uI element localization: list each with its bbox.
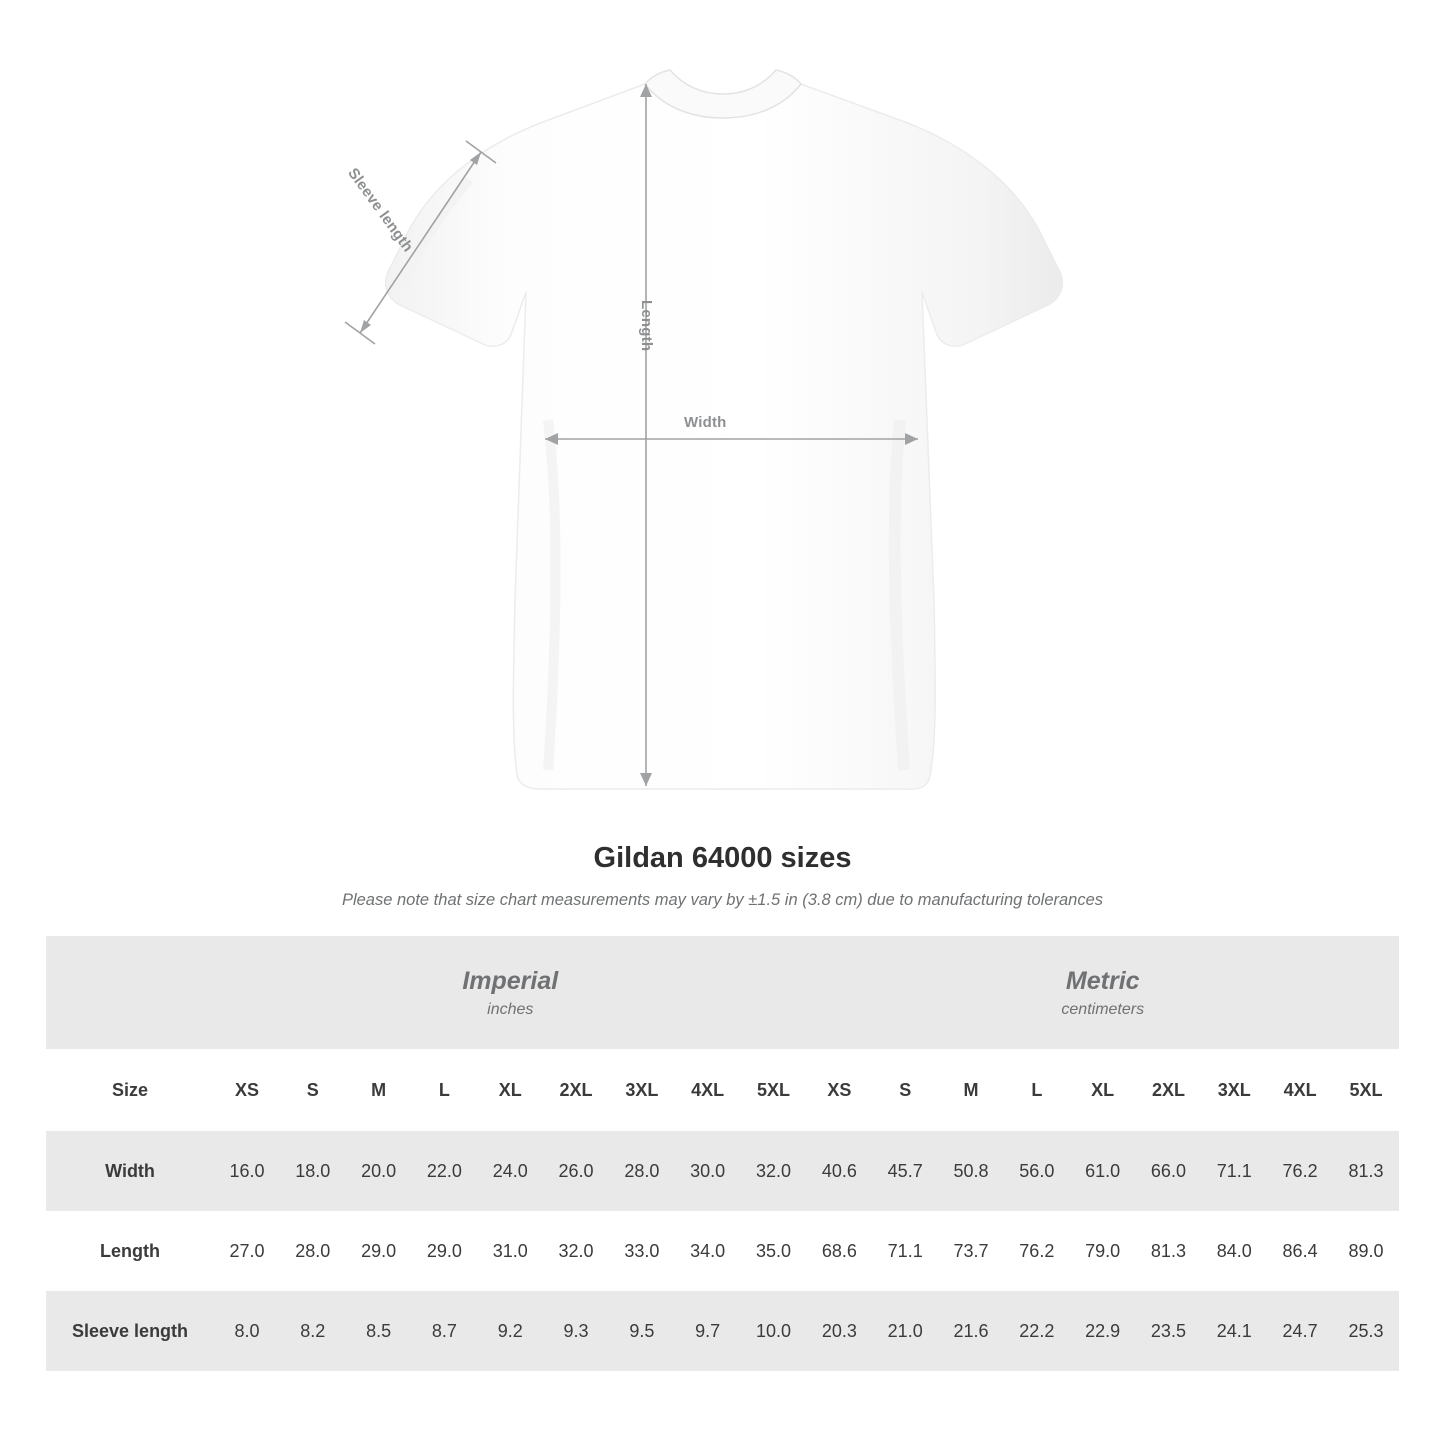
cell-width-metric: 45.7 xyxy=(872,1131,938,1211)
cell-width-imperial: 26.0 xyxy=(543,1131,609,1211)
unit-spacer-cell xyxy=(46,936,214,1049)
unit-group-imperial-name: Imperial xyxy=(462,966,559,995)
size-header-cell: 3XL xyxy=(1201,1049,1267,1131)
size-header-cell: 3XL xyxy=(609,1049,675,1131)
table-row xyxy=(46,1211,1399,1291)
size-header-cell: S xyxy=(872,1049,938,1131)
cell-width-metric: 71.1 xyxy=(1201,1131,1267,1211)
unit-group-metric-sub: centimeters xyxy=(1061,1001,1145,1019)
cell-sleeve-metric: 23.5 xyxy=(1136,1291,1202,1371)
cell-length-imperial: 29.0 xyxy=(412,1211,478,1291)
cell-sleeve-imperial: 8.7 xyxy=(412,1291,478,1371)
size-header-cell: S xyxy=(280,1049,346,1131)
cell-length-metric: 84.0 xyxy=(1201,1211,1267,1291)
size-chart-table xyxy=(46,936,1399,1371)
cell-sleeve-metric: 21.0 xyxy=(872,1291,938,1371)
cell-sleeve-imperial: 8.5 xyxy=(346,1291,412,1371)
unit-group-metric xyxy=(806,936,1399,1049)
size-header-cell: L xyxy=(1004,1049,1070,1131)
size-table-wrapper xyxy=(46,936,1399,1371)
cell-length-imperial: 32.0 xyxy=(543,1211,609,1291)
unit-header-row xyxy=(46,936,1399,1049)
cell-width-metric: 66.0 xyxy=(1136,1131,1202,1211)
size-header-cell: XL xyxy=(477,1049,543,1131)
shirt-body xyxy=(386,84,1063,789)
cell-sleeve-imperial: 10.0 xyxy=(741,1291,807,1371)
cell-sleeve-metric: 24.1 xyxy=(1201,1291,1267,1371)
size-row-label: Size xyxy=(46,1049,214,1131)
cell-length-imperial: 31.0 xyxy=(477,1211,543,1291)
cell-length-metric: 71.1 xyxy=(872,1211,938,1291)
cell-width-imperial: 16.0 xyxy=(214,1131,280,1211)
cell-width-imperial: 32.0 xyxy=(741,1131,807,1211)
length-label: Length xyxy=(638,300,655,352)
cell-width-imperial: 18.0 xyxy=(280,1131,346,1211)
size-header-cell: XS xyxy=(214,1049,280,1131)
cell-length-imperial: 33.0 xyxy=(609,1211,675,1291)
page-title: Gildan 64000 sizes xyxy=(593,842,852,874)
cell-width-metric: 56.0 xyxy=(1004,1131,1070,1211)
cell-sleeve-metric: 20.3 xyxy=(806,1291,872,1371)
cell-width-metric: 61.0 xyxy=(1070,1131,1136,1211)
cell-length-imperial: 35.0 xyxy=(741,1211,807,1291)
cell-length-metric: 89.0 xyxy=(1333,1211,1399,1291)
cell-length-metric: 68.6 xyxy=(806,1211,872,1291)
width-label: Width xyxy=(684,414,727,431)
cell-sleeve-metric: 21.6 xyxy=(938,1291,1004,1371)
size-header-cell: L xyxy=(412,1049,478,1131)
size-header-row xyxy=(46,1049,1399,1131)
size-header-cell: M xyxy=(938,1049,1004,1131)
cell-sleeve-imperial: 9.3 xyxy=(543,1291,609,1371)
row-label-width: Width xyxy=(46,1131,214,1211)
size-header-cell: XL xyxy=(1070,1049,1136,1131)
cell-length-metric: 73.7 xyxy=(938,1211,1004,1291)
unit-group-imperial-sub: inches xyxy=(487,1001,534,1019)
sleeve-length-label: Sleeve length xyxy=(344,165,417,256)
cell-width-imperial: 24.0 xyxy=(477,1131,543,1211)
size-header-cell: 5XL xyxy=(741,1049,807,1131)
cell-width-metric: 81.3 xyxy=(1333,1131,1399,1211)
cell-sleeve-metric: 22.2 xyxy=(1004,1291,1070,1371)
cell-length-imperial: 34.0 xyxy=(675,1211,741,1291)
unit-group-metric-name: Metric xyxy=(1065,966,1140,995)
cell-length-metric: 79.0 xyxy=(1070,1211,1136,1291)
size-header-cell: 2XL xyxy=(1136,1049,1202,1131)
tolerance-note: Please note that size chart measurements may vary by ±1.5 in (3.8 cm) due to manufacturing tolerances xyxy=(341,891,1104,909)
size-header-cell: M xyxy=(346,1049,412,1131)
cell-width-imperial: 20.0 xyxy=(346,1131,412,1211)
row-label-sleeve-length: Sleeve length xyxy=(46,1291,214,1371)
unit-group-imperial xyxy=(214,936,806,1049)
cell-width-imperial: 28.0 xyxy=(609,1131,675,1211)
size-header-cell: 4XL xyxy=(675,1049,741,1131)
cell-length-metric: 76.2 xyxy=(1004,1211,1070,1291)
cell-length-imperial: 29.0 xyxy=(346,1211,412,1291)
cell-length-metric: 86.4 xyxy=(1267,1211,1333,1291)
cell-sleeve-imperial: 9.2 xyxy=(477,1291,543,1371)
cell-sleeve-imperial: 8.2 xyxy=(280,1291,346,1371)
cell-width-metric: 76.2 xyxy=(1267,1131,1333,1211)
row-label-length: Length xyxy=(46,1211,214,1291)
cell-sleeve-metric: 24.7 xyxy=(1267,1291,1333,1371)
cell-width-metric: 40.6 xyxy=(806,1131,872,1211)
cell-length-imperial: 28.0 xyxy=(280,1211,346,1291)
table-row xyxy=(46,1131,1399,1211)
cell-sleeve-imperial: 9.5 xyxy=(609,1291,675,1371)
cell-sleeve-metric: 22.9 xyxy=(1070,1291,1136,1371)
size-header-cell: 5XL xyxy=(1333,1049,1399,1131)
table-row xyxy=(46,1291,1399,1371)
cell-sleeve-imperial: 8.0 xyxy=(214,1291,280,1371)
cell-sleeve-imperial: 9.7 xyxy=(675,1291,741,1371)
cell-length-imperial: 27.0 xyxy=(214,1211,280,1291)
size-header-cell: 4XL xyxy=(1267,1049,1333,1131)
heading-block xyxy=(0,842,1445,910)
size-header-cell: XS xyxy=(806,1049,872,1131)
cell-sleeve-metric: 25.3 xyxy=(1333,1291,1399,1371)
cell-width-metric: 50.8 xyxy=(938,1131,1004,1211)
cell-width-imperial: 22.0 xyxy=(412,1131,478,1211)
size-header-cell: 2XL xyxy=(543,1049,609,1131)
cell-length-metric: 81.3 xyxy=(1136,1211,1202,1291)
cell-width-imperial: 30.0 xyxy=(675,1131,741,1211)
